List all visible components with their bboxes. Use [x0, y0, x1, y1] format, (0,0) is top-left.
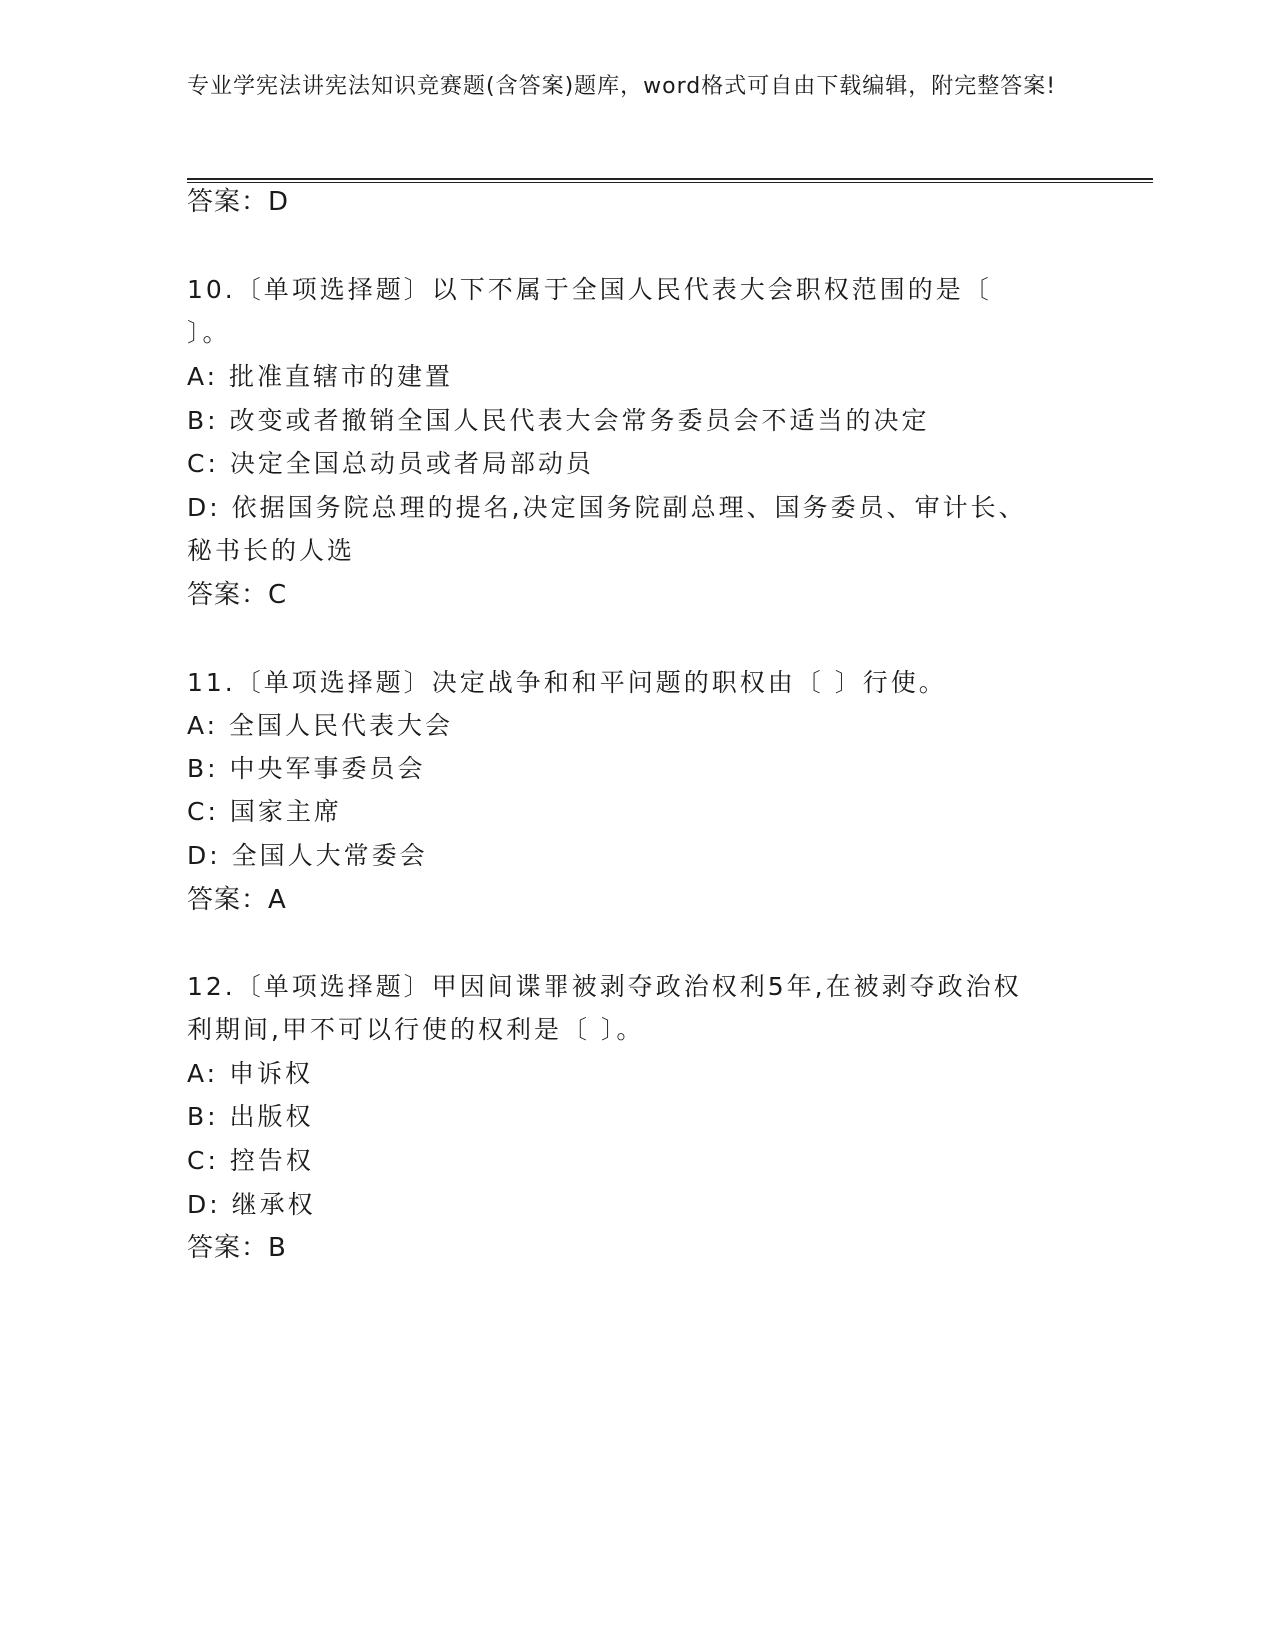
question-12-option-c: C: 控告权	[187, 1146, 314, 1175]
question-12-stem-line-2: 利期间,甲不可以行使的权利是〔 〕。	[187, 1015, 645, 1044]
question-10-answer: 答案：C	[187, 580, 288, 610]
header-rule-thin	[187, 182, 1153, 183]
previous-answer: 答案：D	[187, 187, 290, 217]
question-11-stem-line-1: 11.〔单项选择题〕决定战争和和平问题的职权由〔 〕行使。	[187, 668, 947, 697]
question-12-option-b: B: 出版权	[187, 1102, 314, 1131]
question-10-option-d: D: 依据国务院总理的提名,决定国务院副总理、国务委员、审计长、	[187, 493, 1027, 522]
question-11-option-b: B: 中央军事委员会	[187, 754, 426, 783]
question-11-answer: 答案：A	[187, 885, 287, 915]
question-12-option-d: D: 继承权	[187, 1190, 316, 1219]
question-12-stem-line-1: 12.〔单项选择题〕甲因间谍罪被剥夺政治权利5年,在被剥夺政治权	[187, 972, 1022, 1001]
header-rule-thick	[187, 178, 1153, 180]
question-12-option-a: A: 申诉权	[187, 1059, 314, 1088]
question-11-option-c: C: 国家主席	[187, 797, 342, 826]
question-10-option-c: C: 决定全国总动员或者局部动员	[187, 449, 594, 478]
question-10-option-b: B: 改变或者撤销全国人民代表大会常务委员会不适当的决定	[187, 406, 930, 435]
question-10-option-a: A: 批准直辖市的建置	[187, 362, 454, 391]
question-10-stem-line-1: 10.〔单项选择题〕以下不属于全国人民代表大会职权范围的是〔	[187, 275, 992, 304]
document-header: 专业学宪法讲宪法知识竞赛题(含答案)题库，word格式可自由下载编辑，附完整答案!	[187, 74, 1057, 99]
question-12-answer: 答案：B	[187, 1233, 287, 1263]
question-11-option-d: D: 全国人大常委会	[187, 841, 428, 870]
question-10-option-d-cont: 秘书长的人选	[187, 536, 356, 565]
question-10-stem-line-2: 〕。	[187, 318, 231, 347]
question-11-option-a: A: 全国人民代表大会	[187, 711, 454, 740]
